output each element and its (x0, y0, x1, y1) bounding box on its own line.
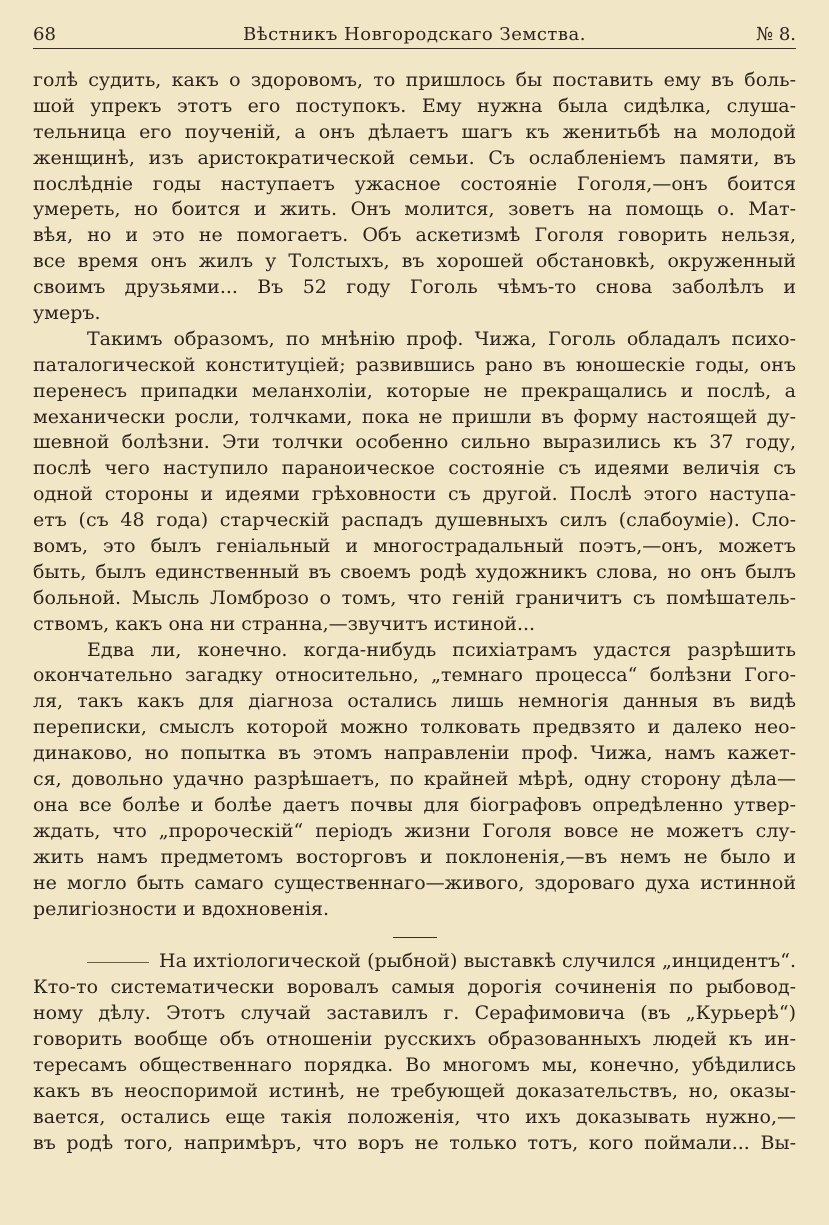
text-line: говорить вообще объ отношеніи русскихъ образованныхъ людей къ ин- (33, 1028, 796, 1051)
text-line: вомъ, это былъ геніальный и многострадальный поэтъ,—онъ, можетъ (33, 535, 796, 558)
news-item (33, 949, 796, 1156)
issue-number: № 8. (756, 24, 796, 45)
text-line: переписки, смыслъ которой можно толковать предвзято и далеко нео- (33, 716, 796, 739)
paragraph (33, 638, 796, 923)
lead-dash (87, 962, 149, 963)
text-line: шевной болѣзни. Эти толчки особенно сильно выразились къ 37 году, (33, 431, 796, 454)
text-line: етъ (съ 48 года) старческій распадъ душевныхъ силъ (слабоуміе). Сло- (33, 509, 796, 532)
text-line: вается, остались еще такія положенія, что ихъ доказывать нужно,— (33, 1105, 796, 1128)
text-line: женщинѣ, изъ аристократической семьи. Съ ослабленіемъ памяти, въ (33, 146, 796, 169)
text-line: ному дѣлу. Этотъ случай заставилъ г. Серафимовича (въ „Курьерѣ“) (33, 1002, 796, 1025)
text-line: механически росли, толчками, пока не пришли въ форму настоящей ду- (33, 405, 796, 428)
text-line: религіозности и вдохновенія. (33, 897, 329, 920)
text-line: На ихтіологической (рыбной) выставкѣ случился „инцидентъ“. (159, 950, 796, 973)
text-line: тельница его поученій, а онъ дѣлаетъ шагъ къ женитьбѣ на молодой (33, 120, 796, 143)
text-line: окончательно загадку относительно, „темнаго процесса“ болѣзни Гого- (33, 664, 796, 687)
text-line: голѣ судить, какъ о здоровомъ, то пришлось бы поставить ему въ боль- (33, 69, 796, 91)
text-line: не могло быть самаго существеннаго—живого, здороваго духа истинной (33, 871, 796, 894)
text-line: умеръ. (33, 302, 101, 325)
text-line: какъ въ неоспоримой истинѣ, не требующей доказательствъ, но, оказы- (33, 1079, 796, 1102)
text-line: Едва ли, конечно. когда-нибудь психіатрамъ удастся разрѣшить (87, 638, 796, 661)
running-header (33, 22, 796, 49)
article-body (33, 68, 796, 1157)
text-line: Такимъ образомъ, по мнѣнію проф. Чижа, Гоголь обладалъ психо- (87, 327, 796, 350)
text-line: вѣя, но и это не помогаетъ. Объ аскетизмѣ Гоголя говорить нельзя, (33, 224, 796, 247)
text-line: послѣдніе годы наступаетъ ужасное состояніе Гоголя,—онъ боится (33, 172, 796, 195)
journal-title: Вѣстникъ Новгородскаго Земства. (243, 24, 586, 45)
text-line: динаково, но попытка въ этомъ направленіи проф. Чижа, намъ кажет- (33, 742, 796, 765)
text-line: все время онъ жилъ у Толстыхъ, въ хорошей обстановкѣ, окруженный (33, 250, 796, 273)
text-line: тересамъ общественнаго порядка. Во многомъ мы, конечно, убѣдились (33, 1053, 796, 1076)
news-first-line (33, 949, 796, 975)
page-number: 68 (33, 24, 56, 45)
text-line: Кто-то систематически воровалъ самыя дорогія сочиненія по рыбовод- (33, 976, 796, 999)
text-line: ждать, что „пророческій“ періодъ жизни Гоголя вовсе не можетъ слу- (33, 819, 796, 842)
paragraph (33, 327, 796, 638)
text-line: одной стороны и идеями грѣховности съ другой. Послѣ этого наступа- (33, 483, 796, 506)
text-line: умереть, но боится и жить. Онъ молится, зоветъ на помощь о. Мат- (33, 198, 796, 221)
text-line: послѣ чего наступило параноическое состояніе съ идеями величія съ (33, 457, 796, 480)
text-line: она все болѣе и болѣе даетъ почвы для біографовъ опредѣленно утвер- (33, 793, 796, 816)
paragraph (33, 68, 796, 327)
text-line: ся, довольно удачно разрѣшаетъ, по крайней мѣрѣ, одну сторону дѣла— (33, 768, 796, 791)
section-separator (393, 937, 437, 938)
text-line: жить намъ предметомъ восторговъ и поклоненія,—въ немъ не было и (33, 845, 796, 868)
text-line: своимъ друзьями... Въ 52 году Гоголь чѣмъ-то снова заболѣлъ и (33, 276, 796, 299)
text-line: ствомъ, какъ она ни странна,—звучитъ истиной... (33, 612, 536, 635)
text-line: паталогической конституціей; развившись рано въ юношескіе годы, онъ (33, 353, 796, 376)
text-line: быть, былъ единственный въ своемъ родѣ художникъ слова, но онъ былъ (33, 560, 796, 583)
text-line: въ родѣ того, напримѣръ, что воръ не только тотъ, кого поймали... Вы- (33, 1131, 796, 1154)
text-line: шой упрекъ этотъ его поступокъ. Ему нужна была сидѣлка, слуша- (33, 94, 796, 117)
text-line: ля, такъ какъ для діагноза остались лишь немногія данныя въ видѣ (33, 690, 796, 713)
text-line: перенесъ припадки меланхоліи, которые не прекращались и послѣ, а (33, 379, 796, 402)
text-line: больной. Мысль Ломброзо о томъ, что геній граничитъ съ помѣшатель- (33, 586, 796, 609)
